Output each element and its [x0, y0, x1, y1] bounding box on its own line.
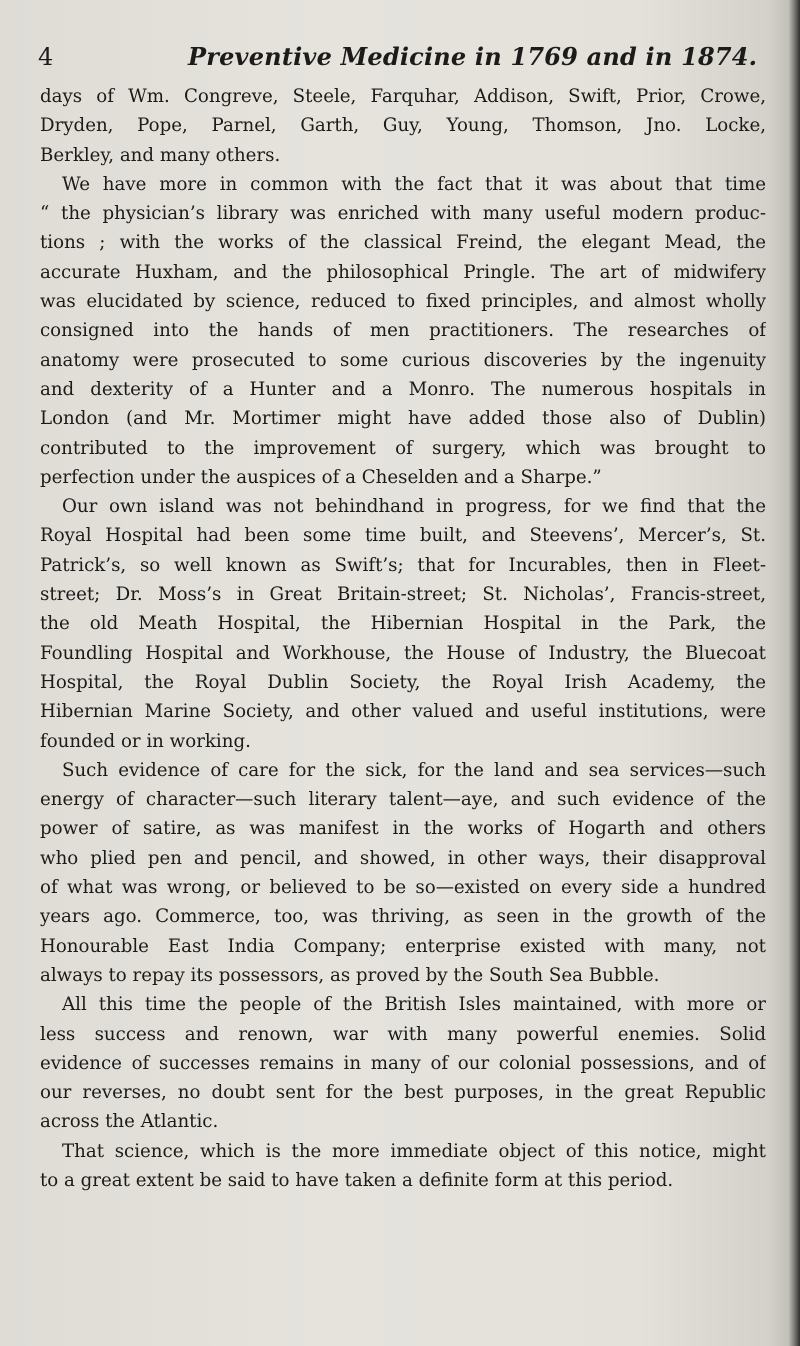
text-line: tions ; with the works of the classical Freind, the elegant Mead, the [40, 232, 766, 254]
text-line: Our own island was not behindhand in progress, for we find that the [62, 496, 766, 518]
text-line: was elucidated by science, reduced to fixed principles, and almost wholly [40, 291, 766, 313]
text-line: perfection under the auspices of a Cheselden and a Sharpe.” [40, 466, 602, 488]
text-line: “ the physician’s library was enriched with many useful modern produc- [40, 203, 766, 225]
text-line: Foundling Hospital and Workhouse, the House of Industry, the Bluecoat [40, 642, 766, 664]
text-line: Berkley, and many others. [40, 144, 281, 166]
text-line: accurate Huxham, and the philosophical Pringle. The art of midwifery [40, 261, 766, 283]
text-line: years ago. Commerce, too, was thriving, as seen in the growth of the [40, 906, 766, 928]
text-line: our reverses, no doubt sent for the best purposes, in the great Republic [40, 1082, 766, 1104]
text-line: evidence of successes remains in many of our colonial possessions, and of [40, 1052, 766, 1074]
text-line: Hospital, the Royal Dublin Society, the Royal Irish Academy, the [40, 671, 766, 693]
body-text [40, 82, 766, 1195]
running-title: Preventive Medicine in 1769 and in 1874. [188, 42, 758, 71]
text-line: We have more in common with the fact that it was about that time [62, 173, 766, 195]
text-line: Patrick’s, so well known as Swift’s; that for Incurables, then in Fleet- [40, 554, 766, 576]
text-line: consigned into the hands of men practitioners. The researches of [40, 320, 766, 342]
text-line: founded or in working. [40, 730, 251, 752]
page-number: 4 [38, 43, 54, 71]
text-line: of what was wrong, or believed to be so—existed on every side a hundred [40, 877, 766, 899]
text-line: the old Meath Hospital, the Hibernian Hospital in the Park, the [40, 613, 766, 635]
text-line: power of satire, as was manifest in the works of Hogarth and others [40, 818, 766, 840]
text-line: Such evidence of care for the sick, for the land and sea services—such [62, 759, 766, 781]
text-line: All this time the people of the British Isles maintained, with more or [62, 994, 766, 1016]
text-line: Dryden, Pope, Parnel, Garth, Guy, Young, Thomson, Jno. Locke, [40, 115, 766, 137]
text-line: and dexterity of a Hunter and a Monro. The numerous hospitals in [40, 378, 766, 400]
text-line: days of Wm. Congreve, Steele, Farquhar, Addison, Swift, Prior, Crowe, [40, 86, 766, 107]
text-line: across the Atlantic. [40, 1111, 219, 1133]
text-line: less success and renown, war with many powerful enemies. Solid [40, 1023, 766, 1045]
text-line: who plied pen and pencil, and showed, in other ways, their disapproval [40, 847, 766, 869]
text-line: Royal Hospital had been some time built, and Steevens’, Mercer’s, St. [40, 525, 766, 547]
text-line: That science, which is the more immediate object of this notice, might [62, 1140, 766, 1162]
text-line: anatomy were prosecuted to some curious discoveries by the ingenuity [40, 349, 766, 371]
text-line: street; Dr. Moss’s in Great Britain-street; St. Nicholas’, Francis-street, [40, 584, 766, 606]
text-line: London (and Mr. Mortimer might have added those also of Dublin) [40, 408, 766, 430]
text-line: to a great extent be said to have taken a definite form at this period. [40, 1169, 674, 1191]
text-line: Honourable East India Company; enterprise existed with many, not [40, 935, 766, 957]
text-line: contributed to the improvement of surgery, which was brought to [40, 437, 766, 459]
text-line: energy of character—such literary talent—aye, and such evidence of the [40, 789, 766, 811]
text-line: Hibernian Marine Society, and other valued and useful institutions, were [40, 701, 766, 723]
text-line: always to repay its possessors, as proved by the South Sea Bubble. [40, 964, 660, 986]
page-header [38, 40, 758, 74]
page-edge-shadow [788, 0, 800, 1346]
